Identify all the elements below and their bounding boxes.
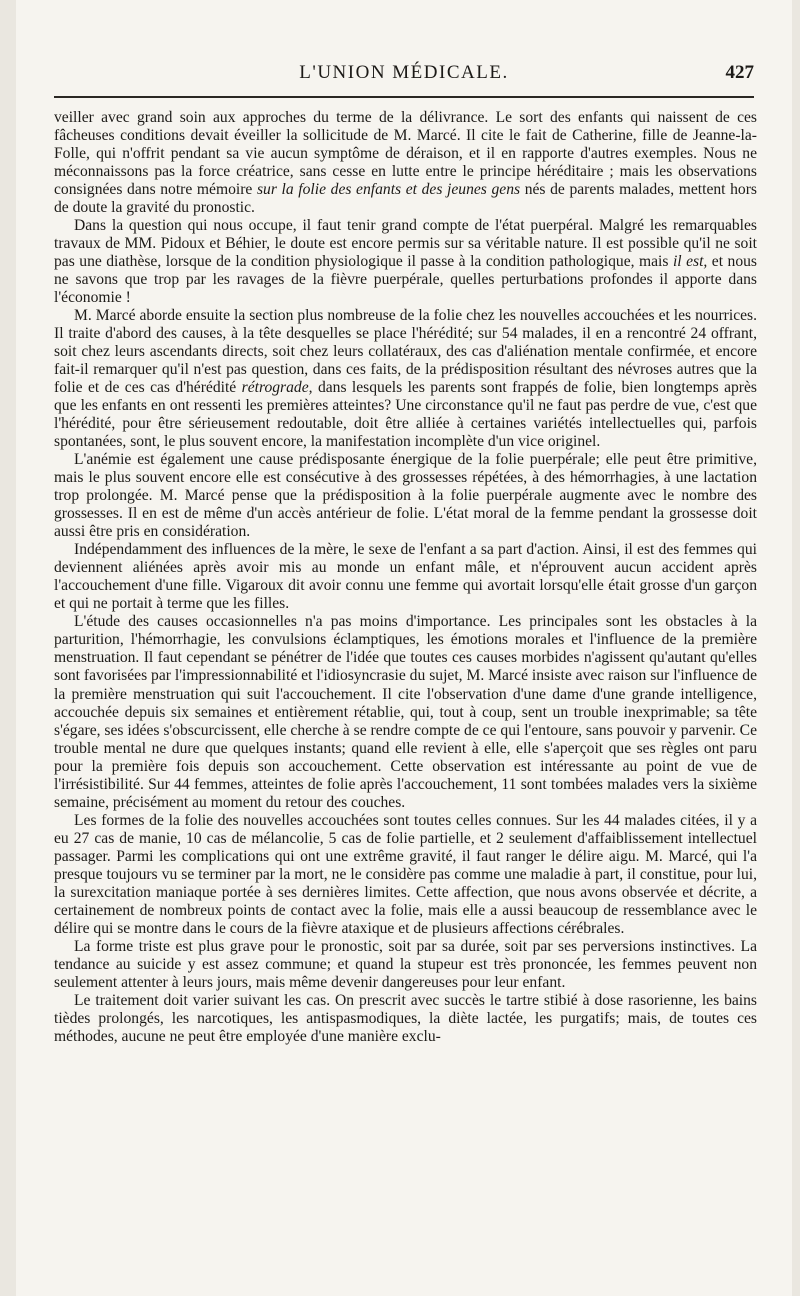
paragraph <box>54 992 757 1046</box>
page-header <box>54 60 754 90</box>
text-run: nés de parents malades, mettent hors de doute la gravité du pronostic. <box>54 181 757 217</box>
paragraph <box>54 613 757 811</box>
italic-text: rétrograde, <box>241 379 313 397</box>
paragraph <box>54 541 757 613</box>
text-run: veiller avec grand soin aux approches du terme de la délivrance. Le sort des enfants qui naissent de ces fâcheuses conditions devait éveiller la sollicitude de M. Marcé. Il cite le fait de Catherine, fille de Jeanne-la-Folle, qui n'offrit pendant sa vie aucun symptôme de déraison, et il en rapporte d'autres exemples. Nous ne méconnaissons pas la force créatrice, sans cesse en lutte entre le principe héréditaire ; mais les observations consignées dans notre mémoire <box>54 109 757 199</box>
italic-text: il est, <box>672 253 708 271</box>
text-run: Le traitement doit varier suivant les cas. On prescrit avec succès le tartre stibié à dose rasorienne, les bains tièdes prolongés, les narcotiques, les antispasmodiques, la diète lactée, les purgatifs; mais, de toutes ces méthodes, aucune ne peut être employée d'une manière exclu- <box>54 991 757 1045</box>
text-run: Dans la question qui nous occupe, il faut tenir grand compte de l'état puerpéral. Malgré les remarquables travaux de MM. Pidoux et Béhier, le doute est encore permis sur sa véritable nature. Il est possible qu'il ne soit pas une diathèse, lorsque de la condition physiologique il passe à la condition pathologique, mais <box>54 217 757 271</box>
paragraph <box>54 217 757 307</box>
text-run: dans lesquels les parents sont frappés de folie, bien longtemps après que les enfants en ont ressenti les premières atteintes? Une circonstance qu'il ne faut pas perdre de vue, c'est que l'hérédité, pour être sérieusement redoutable, doit être alliée à certaines variétés intellectuelles qui, parfois spontanées, sont, le plus souvent encore, la manifestation incomplète d'un vice originel. <box>54 379 757 451</box>
paragraph <box>54 938 757 992</box>
body-text <box>54 109 757 1046</box>
text-run: La forme triste est plus grave pour le pronostic, soit par sa durée, soit par ses perversions instinctives. La tendance au suicide y est assez commune; et quand la stupeur est très prononcée, les femmes peuvent non seulement attenter à leurs jours, mais même devenir dangereuses pour leur enfant. <box>54 937 757 991</box>
header-rule <box>54 96 754 98</box>
paragraph <box>54 812 757 938</box>
paragraph <box>54 451 757 541</box>
paragraph <box>54 109 757 217</box>
text-run: Les formes de la folie des nouvelles accouchées sont toutes celles connues. Sur les 44 malades citées, il y a eu 27 cas de manie, 10 cas de mélancolie, 5 cas de folie partielle, et 2 seulement d'affaiblissement intellectuel passager. Parmi les complications qui ont une extrême gravité, il faut ranger le délire aigu. M. Marcé, qui l'a presque toujours vu se terminer par la mort, ne le considère pas comme une maladie à part, il constitue, pour lui, la surexcitation maniaque portée à ses dernières limites. Cette affection, que nous avons observée et décrite, a certainement de nombreux points de contact avec la folie, mais elle a aussi beaucoup de ressemblance avec le délire qui se montre dans le cours de la fièvre ataxique et de plusieurs affections cérébrales. <box>54 811 757 937</box>
text-run: L'anémie est également une cause prédisposante énergique de la folie puerpérale; elle peut être primitive, mais le plus souvent encore elle est consécutive à des grossesses répétées, à des hémorrhagies, à une lactation trop prolongée. M. Marcé pense que la prédisposition à la folie puerpérale augmente avec le nombre des grossesses. Il en est de même d'un accès antérieur de folie. L'état moral de la femme pendant la grossesse doit aussi être pris en considération. <box>54 451 757 541</box>
document-page <box>16 0 792 1296</box>
running-title: L'UNION MÉDICALE. <box>299 62 509 83</box>
text-run: Indépendamment des influences de la mère, le sexe de l'enfant a sa part d'action. Ainsi, il est des femmes qui deviennent aliénées après avoir mis au monde un enfant mâle, et n'éprouvent aucun accident après l'accouchement d'une fille. Vigaroux dit avoir connu une femme qui avortait lorsqu'elle était grosse d'un garçon et qui ne portait à terme que les filles. <box>54 541 757 613</box>
text-run: M. Marcé aborde ensuite la section plus nombreuse de la folie chez les nouvelles accouchées et les nourrices. Il traite d'abord des causes, à la tête desquelles se place l'hérédité; sur 54 malades, il en a rencontré 24 offrant, soit chez leurs ascendants directs, soit chez leurs collatéraux, des cas d'aliénation mentale confirmée, et encore fait-il remarquer qu'il n'est pas question, dans ces faits, de la prédisposition résultant des névroses autres que la folie et de ces cas d'hérédité <box>54 307 757 397</box>
italic-text: sur la folie des enfants et des jeunes gens <box>256 181 521 199</box>
text-run: L'étude des causes occasionnelles n'a pas moins d'importance. Les principales sont les obstacles à la parturition, l'hémorrhagie, les convulsions éclamptiques, les émotions morales et l'influence de la première menstruation. Il faut cependant se pénétrer de l'idée que toutes ces causes morbides n'agissent qu'autant qu'elles sont favorisées par l'impressionnabilité et l'idiosyncrasie du sujet, M. Marcé insiste avec raison sur l'influence de la première menstruation qui suit l'accouchement. Il cite l'observation d'une dame d'une grande intelligence, accouchée depuis six semaines et entièrement rétablie, qui, tout à coup, sent un trouble inexprimable; sa tête s'égare, ses idées s'obscurcissent, elle cherche à se rendre compte de ce qui l'entoure, sans pouvoir y parvenir. Ce trouble mental ne dure que quelques instants; quand elle revient à elle, elle s'aperçoit que ses règles ont paru pour la première fois depuis son accouchement. Cette observation est intéressante au point de vue de l'irrésistibilité. Sur 44 femmes, atteintes de folie après l'accouchement, 11 sont tombées malades vers la sixième semaine, précisément au moment du retour des couches. <box>54 613 757 811</box>
page-number: 427 <box>725 62 754 83</box>
paragraph <box>54 307 757 451</box>
text-run: et nous ne savons que trop par les ravages de la fièvre puerpérale, quelles perturbations profondes il apporte dans l'économie ! <box>54 253 757 307</box>
